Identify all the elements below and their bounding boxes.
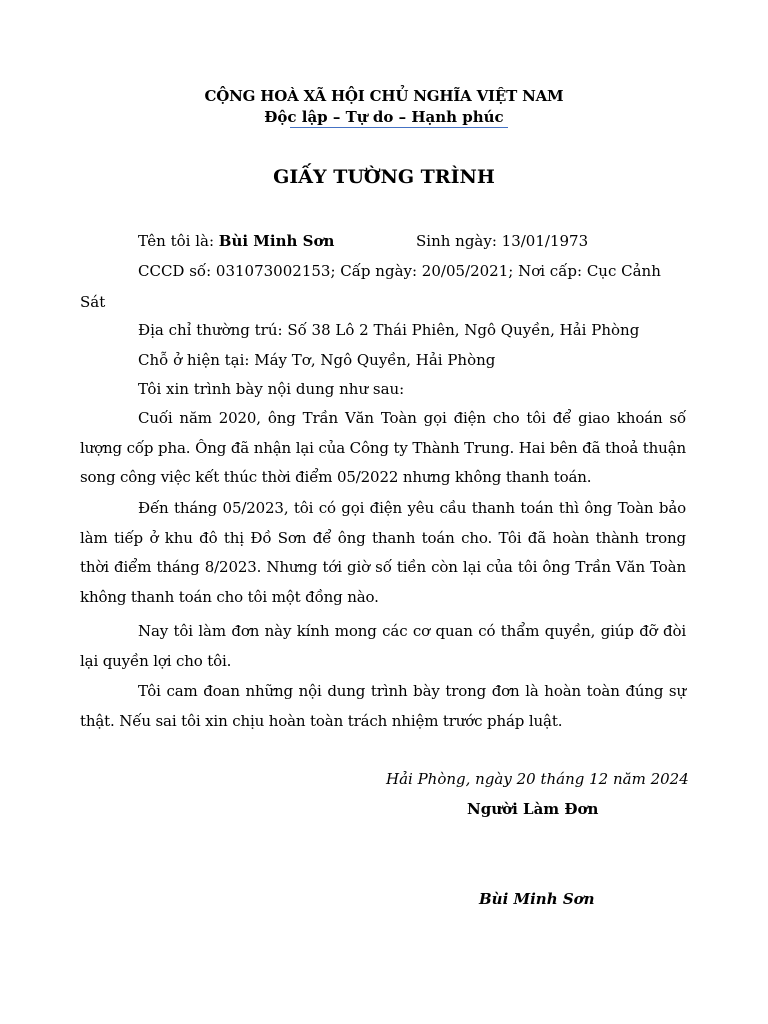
permanent-address-line — [80, 321, 686, 339]
name-line — [80, 232, 686, 250]
signature-role: Người Làm Đơn — [467, 800, 599, 818]
id-issuer-tail: Sát — [80, 293, 106, 311]
permanent-address: Địa chỉ thường trú: Số 38 Lô 2 Thái Phiên, Ngô Quyền, Hải Phòng — [138, 321, 640, 339]
national-header: CỘNG HOÀ XÃ HỘI CHỦ NGHĨA VIỆT NAM — [204, 87, 564, 105]
national-motto: Độc lập – Tự do – Hạnh phúc — [264, 108, 504, 126]
intro-text: Tôi xin trình bày nội dung như sau: — [138, 380, 405, 398]
current-address-line — [80, 351, 686, 369]
paragraph-1: Cuối năm 2020, ông Trần Văn Toàn gọi điện cho tôi để giao khoán số lượng cốp pha. Ông đã nhận lại của Công ty Thành Trung. Hai bên đã thoả thuận song công việc kết thúc thời điểm 05/2022 nhưng không thanh toán. — [80, 409, 686, 486]
signature-name: Bùi Minh Sơn — [479, 890, 595, 908]
intro-line — [80, 380, 686, 398]
paragraph-2: Đến tháng 05/2023, tôi có gọi điện yêu cầu thanh toán thì ông Toàn bảo làm tiếp ở khu đô thị Đồ Sơn để ông thanh toán cho. Tôi đã hoàn thành trong thời điểm tháng 8/2023. Nhưng tới giờ số tiền còn lại của tôi ông Trần Văn Toàn không thanh toán cho tôi một đồng nào. — [80, 499, 686, 606]
paragraph-3: Nay tôi làm đơn này kính mong các cơ quan có thẩm quyền, giúp đỡ đòi lại quyền lợi cho tôi. — [80, 622, 686, 670]
id-text: CCCD số: 031073002153; Cấp ngày: 20/05/2021; Nơi cấp: Cục Cảnh — [138, 262, 661, 280]
document-title: GIẤY TƯỜNG TRÌNH — [273, 166, 495, 188]
applicant-name: Bùi Minh Sơn — [218, 232, 335, 250]
paragraph-4: Tôi cam đoan những nội dung trình bày trong đơn là hoàn toàn đúng sự thật. Nếu sai tôi xin chịu hoàn toàn trách nhiệm trước pháp luật. — [80, 682, 686, 730]
signature-place-date: Hải Phòng, ngày 20 tháng 12 năm 2024 — [386, 770, 689, 788]
name-label: Tên tôi là: — [138, 232, 219, 250]
motto-underline — [290, 127, 508, 128]
id-line — [80, 262, 686, 280]
current-address: Chỗ ở hiện tại: Máy Tơ, Ngô Quyền, Hải Phòng — [138, 351, 496, 369]
date-of-birth: Sinh ngày: 13/01/1973 — [416, 232, 589, 250]
id-line-continuation — [80, 293, 686, 311]
